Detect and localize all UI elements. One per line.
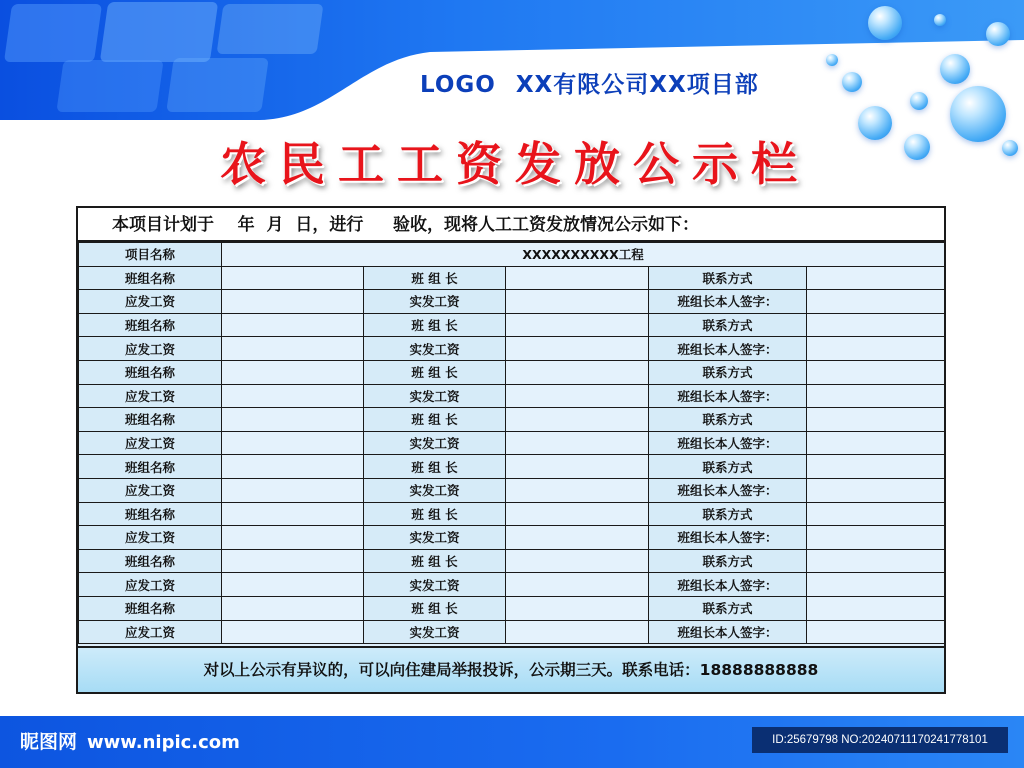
wage-paid-value: [506, 526, 649, 550]
leader-signature-value: [807, 337, 945, 361]
contact-value: [807, 266, 945, 290]
bubble-decoration: [986, 22, 1010, 46]
leader-signature-label: 班组长本人签字：: [649, 573, 807, 597]
team-leader-label: 班 组 长: [364, 266, 506, 290]
contact-value: [807, 455, 945, 479]
watermark-brand: 昵图网: [20, 731, 78, 753]
wage-due-label: 应发工资: [79, 573, 222, 597]
wage-paid-value: [506, 431, 649, 455]
wage-paid-value: [506, 620, 649, 644]
wage-due-label: 应发工资: [79, 431, 222, 455]
wage-due-value: [222, 337, 364, 361]
wage-paid-value: [506, 337, 649, 361]
wage-paid-label: 实发工资: [364, 337, 506, 361]
team-name-label: 班组名称: [79, 549, 222, 573]
team-leader-value: [506, 266, 649, 290]
team-info-row: [79, 313, 945, 337]
wage-due-value: [222, 620, 364, 644]
bubble-decoration: [858, 106, 892, 140]
wage-paid-value: [506, 573, 649, 597]
wage-paid-label: 实发工资: [364, 431, 506, 455]
intro-text: 本项目计划于 年 月 日，进行 验收，现将人工工资发放情况公示如下：: [78, 208, 944, 242]
wage-paid-label: 实发工资: [364, 620, 506, 644]
wage-paid-label: 实发工资: [364, 384, 506, 408]
team-leader-value: [506, 549, 649, 573]
company-name: XX有限公司XX项目部: [515, 72, 759, 98]
team-leader-label: 班 组 长: [364, 455, 506, 479]
bubble-decoration: [950, 86, 1006, 142]
team-leader-value: [506, 360, 649, 384]
contact-value: [807, 502, 945, 526]
contact-value: [807, 549, 945, 573]
team-name-value: [222, 455, 364, 479]
wage-paid-label: 实发工资: [364, 290, 506, 314]
wage-table: [78, 242, 945, 644]
team-name-label: 班组名称: [79, 596, 222, 620]
leader-signature-label: 班组长本人签字：: [649, 384, 807, 408]
wage-info-row: [79, 573, 945, 597]
bubble-decoration: [868, 6, 902, 40]
leader-signature-label: 班组长本人签字：: [649, 431, 807, 455]
watermark-site: [20, 727, 240, 754]
leader-signature-value: [807, 526, 945, 550]
team-leader-value: [506, 596, 649, 620]
contact-value: [807, 313, 945, 337]
contact-label: 联系方式: [649, 596, 807, 620]
bubble-decoration: [934, 14, 946, 26]
logo-text: LOGO: [420, 72, 496, 98]
team-name-label: 班组名称: [79, 455, 222, 479]
team-name-label: 班组名称: [79, 408, 222, 432]
leader-signature-value: [807, 431, 945, 455]
wage-board: [76, 206, 946, 694]
contact-value: [807, 408, 945, 432]
wage-due-value: [222, 526, 364, 550]
team-leader-value: [506, 502, 649, 526]
bubble-decoration: [1002, 140, 1018, 156]
wage-info-row: [79, 337, 945, 361]
contact-label: 联系方式: [649, 266, 807, 290]
wage-paid-label: 实发工资: [364, 478, 506, 502]
team-info-row: [79, 266, 945, 290]
team-info-row: [79, 502, 945, 526]
team-info-row: [79, 455, 945, 479]
wage-info-row: [79, 526, 945, 550]
team-leader-label: 班 组 长: [364, 360, 506, 384]
page-title: 农民工工资发放公示栏: [220, 137, 810, 191]
contact-label: 联系方式: [649, 455, 807, 479]
team-leader-label: 班 组 长: [364, 313, 506, 337]
wage-paid-value: [506, 290, 649, 314]
contact-value: [807, 596, 945, 620]
wage-due-value: [222, 573, 364, 597]
leader-signature-label: 班组长本人签字：: [649, 620, 807, 644]
wage-due-label: 应发工资: [79, 478, 222, 502]
leader-signature-label: 班组长本人签字：: [649, 290, 807, 314]
wage-due-value: [222, 384, 364, 408]
bubble-decoration: [842, 72, 862, 92]
bubble-decoration: [904, 134, 930, 160]
team-info-row: [79, 408, 945, 432]
team-leader-value: [506, 313, 649, 337]
team-name-label: 班组名称: [79, 313, 222, 337]
watermark-id: ID:25679798 NO:20240711170241778101: [752, 727, 1008, 753]
leader-signature-label: 班组长本人签字：: [649, 337, 807, 361]
leader-signature-label: 班组长本人签字：: [649, 478, 807, 502]
leader-signature-value: [807, 573, 945, 597]
footer-note: 对以上公示有异议的，可以向住建局举报投诉，公示期三天。联系电话：18888888888: [78, 646, 944, 692]
team-info-row: [79, 360, 945, 384]
wage-info-row: [79, 290, 945, 314]
team-name-label: 班组名称: [79, 266, 222, 290]
leader-signature-label: 班组长本人签字：: [649, 526, 807, 550]
wage-due-label: 应发工资: [79, 337, 222, 361]
wage-paid-value: [506, 384, 649, 408]
team-info-row: [79, 596, 945, 620]
company-logo-line: [420, 66, 810, 100]
contact-label: 联系方式: [649, 360, 807, 384]
team-name-value: [222, 313, 364, 337]
team-leader-label: 班 组 长: [364, 549, 506, 573]
leader-signature-value: [807, 620, 945, 644]
wage-due-value: [222, 431, 364, 455]
project-row: [79, 243, 945, 267]
wage-due-label: 应发工资: [79, 526, 222, 550]
contact-label: 联系方式: [649, 502, 807, 526]
team-name-value: [222, 360, 364, 384]
wage-info-row: [79, 384, 945, 408]
wage-info-row: [79, 478, 945, 502]
team-name-value: [222, 408, 364, 432]
team-name-value: [222, 266, 364, 290]
team-leader-value: [506, 408, 649, 432]
wage-due-label: 应发工资: [79, 384, 222, 408]
contact-label: 联系方式: [649, 313, 807, 337]
contact-label: 联系方式: [649, 408, 807, 432]
bubble-decoration: [940, 54, 970, 84]
team-info-row: [79, 549, 945, 573]
team-leader-value: [506, 455, 649, 479]
team-name-label: 班组名称: [79, 360, 222, 384]
team-name-value: [222, 502, 364, 526]
bubble-decoration: [826, 54, 838, 66]
team-name-value: [222, 596, 364, 620]
wage-due-label: 应发工资: [79, 290, 222, 314]
team-leader-label: 班 组 长: [364, 596, 506, 620]
contact-value: [807, 360, 945, 384]
bubble-decoration: [910, 92, 928, 110]
wage-paid-label: 实发工资: [364, 526, 506, 550]
wage-paid-label: 实发工资: [364, 573, 506, 597]
contact-label: 联系方式: [649, 549, 807, 573]
team-leader-label: 班 组 长: [364, 408, 506, 432]
wage-due-value: [222, 290, 364, 314]
wage-paid-value: [506, 478, 649, 502]
wage-info-row: [79, 620, 945, 644]
team-leader-label: 班 组 长: [364, 502, 506, 526]
project-value: XXXXXXXXXX工程: [222, 243, 945, 267]
leader-signature-value: [807, 290, 945, 314]
watermark-url: www.nipic.com: [87, 732, 240, 753]
wage-info-row: [79, 431, 945, 455]
leader-signature-value: [807, 478, 945, 502]
leader-signature-value: [807, 384, 945, 408]
wage-due-value: [222, 478, 364, 502]
project-label: 项目名称: [79, 243, 222, 267]
team-name-value: [222, 549, 364, 573]
team-name-label: 班组名称: [79, 502, 222, 526]
wage-due-label: 应发工资: [79, 620, 222, 644]
